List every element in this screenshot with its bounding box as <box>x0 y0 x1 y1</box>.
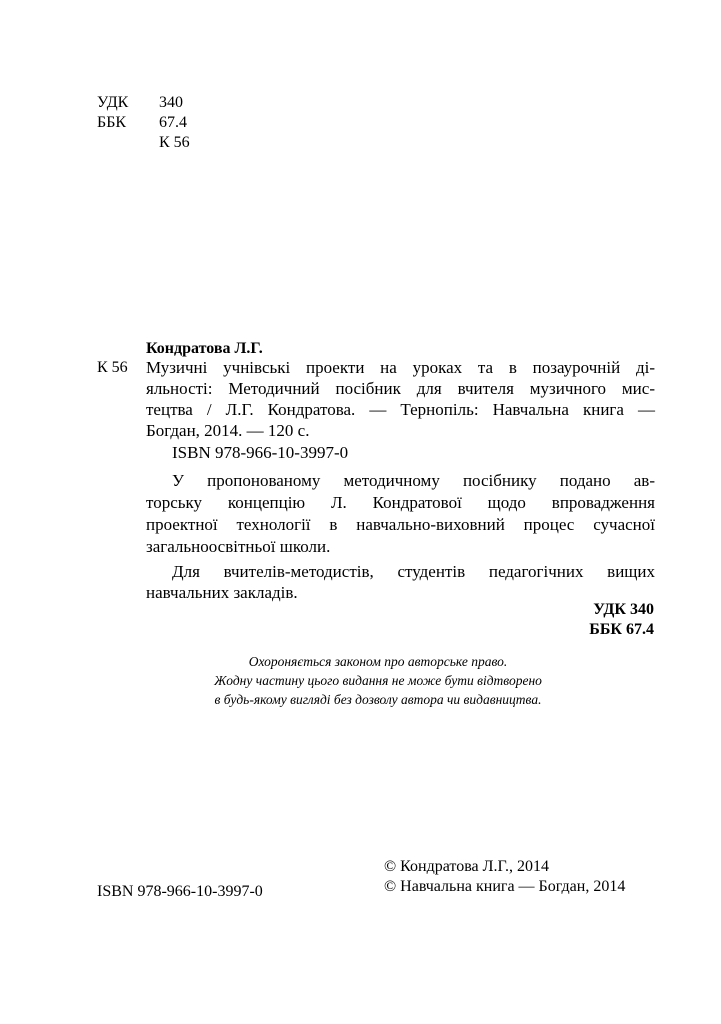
copyright-notice <box>100 652 656 709</box>
description-line: яльності: Методичний посібник для вчителя музичного мис- <box>146 379 655 398</box>
annotation-line: загальноосвітньої школи. <box>146 537 331 556</box>
classification-key: УДК <box>97 94 129 111</box>
classification-row-bbk <box>97 114 237 132</box>
isbn-footer: ISBN 978-966-10-3997-0 <box>97 883 263 900</box>
annotation-line: торську концепцію Л. Кондратової щодо впровадження <box>146 493 655 512</box>
classification-value: 67.4 <box>159 114 187 131</box>
isbn-record: ISBN 978-966-10-3997-0 <box>172 443 349 462</box>
description-line: тецтва / Л.Г. Кондратова. — Тернопіль: Навчальна книга — <box>146 400 655 419</box>
udk-index: УДК 340 <box>593 601 654 618</box>
cutter-number: К 56 <box>97 359 128 376</box>
copyright-line: © Кондратова Л.Г., 2014 <box>384 858 549 875</box>
notice-line: в будь-якому вигляді без дозволу автора чи видавництва. <box>214 692 542 707</box>
audience-line: навчальних закладів. <box>146 583 298 602</box>
annotation-line: проектної технології в навчально-виховний процес сучасної <box>146 515 655 534</box>
annotation-line: У пропонованому методичному посібнику подано ав- <box>172 471 655 490</box>
copyright-line: © Навчальна книга — Богдан, 2014 <box>384 878 626 895</box>
bbk-index: ББК 67.4 <box>589 621 654 638</box>
notice-line: Охороняється законом про авторське право. <box>248 654 508 669</box>
notice-line: Жодну частину цього видання не може бути відтворено <box>214 673 542 688</box>
classification-value: 340 <box>159 94 183 111</box>
description-line: Богдан, 2014. — 120 с. <box>146 421 310 440</box>
author-heading: Кондратова Л.Г. <box>146 340 263 357</box>
audience-line: Для вчителів-методистів, студентів педагогічних вищих <box>172 562 655 581</box>
classification-block <box>97 94 237 154</box>
description-line: Музичні учнівські проекти на уроках та в позаурочній ді- <box>146 358 655 377</box>
classification-key: ББК <box>97 114 127 131</box>
classification-row-udk <box>97 94 237 112</box>
classification-value: К 56 <box>159 134 190 151</box>
classification-row-cutter <box>97 134 237 152</box>
